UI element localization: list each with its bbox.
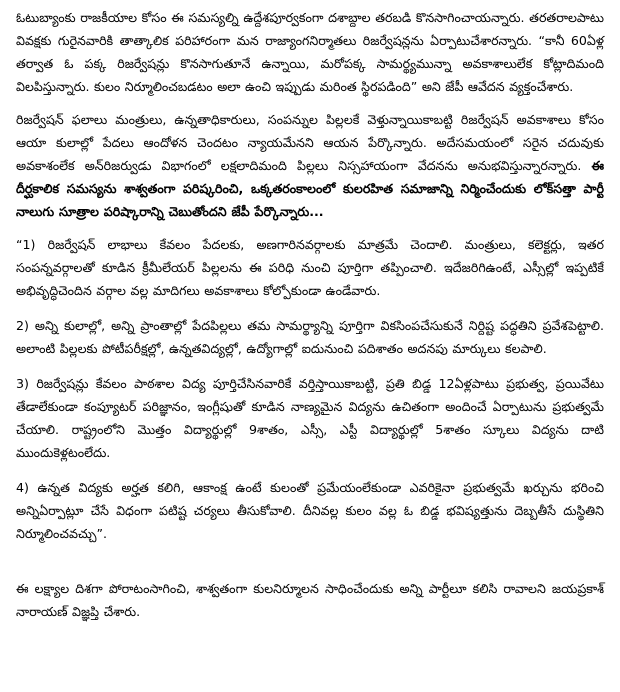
point-2-extra-marks: 2) అన్ని కులాల్లో, అన్ని ప్రాంతాల్లో పేదపిల్లలు తమ సామర్థ్యాన్ని పూర్తిగా వికసింపచేసుకునే నిర్దిష్ట పద్ధతిని ప్రవేశపెట్టాలి. అలాంటి పిల్లలకు పోటీపరీక్షల్లో, ఉన్నతవిద్యల్లో, ఉద్యోగాల్లో ఐదునుంచి పదిశాతం అదనపు మార్కులు కలపాలి. [16, 318, 604, 356]
paragraph-reservation-text: రిజర్వేషన్ ఫలాలు మంత్రులు, ఉన్నతాధికారులు, సంపన్నుల పిల్లలకే వెళ్తున్నాయికాబట్టి రిజర్వేషన్ అవకాశాలు కోసం ఆయా కులాల్లో పేదలు ఆందోళన చెందటం న్యాయమేనని ఆయన పేర్కొన్నారు. అదేసమయంలో సరైన చదువుకు అవకాశంలేక అన్‌రిజర్వుడు విభాగంలో లక్షలాదిమంది పిల్లలు నిస్సహాయంగా వేదనను అనుభవిస్తున్నారన్నారు. [16, 112, 604, 173]
point-4-higher-education: 4) ఉన్నత విద్యకు అర్హత కలిగి, ఆకాంక్ష ఉంటే కులంతో ప్రమేయంలేకుండా ఎవరికైనా ప్రభుత్వమే ఖర్చును భరించి అన్నిఏర్పాట్లూ చేసే విధంగా పటిష్ట చర్యలు తీసుకోవాలి. దీనివల్ల కులం వల్ల ఓ బిడ్డ భవిష్యత్తును దెబ్బతీసే దుస్థితిని నిర్మూలించవచ్చు”. [16, 480, 604, 541]
paragraph-reservation-benefits [16, 108, 604, 223]
paragraph-four-point-solution: ఈ దీర్ఘకాలిక సమస్యను శాశ్వతంగా పరిష్కరించి, ఒక్కతరంకాలంలో కులరహిత సమాజాన్ని నిర్మించేందుకు లోక్‌సత్తా పార్టీ నాలుగు సూత్రాల పరిష్కారాన్ని చెబుతోందని జేపీ పేర్కొన్నారు... [16, 158, 604, 219]
point-3-free-education: 3) రిజర్వేషన్లు కేవలం పాఠశాల విద్య పూర్తిచేసినవారికే వర్తిస్తాయికాబట్టి, ప్రతి బిడ్డ 12ఏళ్లపాటు ప్రభుత్వ, ప్రయివేటు తేడాలేకుండా కంప్యూటర్ పరిజ్ఞానం, ఇంగ్లీషుతో కూడిన నాణ్యమైన విద్యను ఉచితంగా అందించే ఏర్పాటును ప్రభుత్వమే చేయాలి. రాష్ట్రంలోని మొత్తం విద్యార్థుల్లో 9శాతం, ఎస్సీ, ఎస్టీ విద్యార్థుల్లో 5శాతం స్కూలు విద్యను దాటి ముందుకెళ్లటంలేదు. [16, 376, 604, 460]
point-1-creamy-layer: “1) రిజర్వేషన్ లాభాలు కేవలం పేదలకు, అణగారినవర్గాలకు మాత్రమే చెందాలి. మంత్రులు, కలెక్టర్లు, ఇతర సంపన్నవర్గాలతో కూడిన క్రీమీలేయర్ పిల్లలను ఈ పరిధి నుంచి పూర్తిగా తప్పించాలి. ఇదేజరిగిఉంటే, ఎస్సీల్లో ఇప్పటికే అభివృద్ధిచెందిన వర్గాల వల్ల మాదిగలు అవకాశాలు కోల్పోకుండా ఉండేవారు. [16, 237, 604, 298]
paragraph-conclusion: ఈ లక్ష్యాల దిశగా పోరాటంసాగించి, శాశ్వతంగా కులనిర్మూలన సాధించేందుకు అన్ని పార్టీలూ కలిసి రావాలని జయప్రకాశ్ నారాయణ్ విజ్ఞప్తి చేశారు. [16, 581, 604, 619]
paragraph-intro: ఓటుబ్యాంకు రాజకీయాల కోసం ఈ సమస్యల్ని ఉద్దేశపూర్వకంగా దశాబ్దాల తరబడి కొనసాగించాయన్నారు. తరతరాలపాటు వివక్షకు గురైనవారికి తాత్కాలిక పరిహారంగా మన రాజ్యాంగనిర్మాతలు రిజర్వేషన్లను ఏర్పాటుచేశారన్నారు. “కానీ 60ఏళ్ల తర్వాత ఓ పక్క రిజర్వేషన్లు కొనసాగుతూనే ఉన్నాయి, మరోపక్క సామర్థ్యమున్నా అవకాశాలులేక కోట్లాదిమంది విలపిస్తున్నారు. కులం నిర్మూలించబడటం అలా ఉంచి ఇప్పుడు మరింత స్థిరపడింది” అని జేపీ ఆవేదన వ్యక్తంచేశారు. [16, 10, 604, 94]
